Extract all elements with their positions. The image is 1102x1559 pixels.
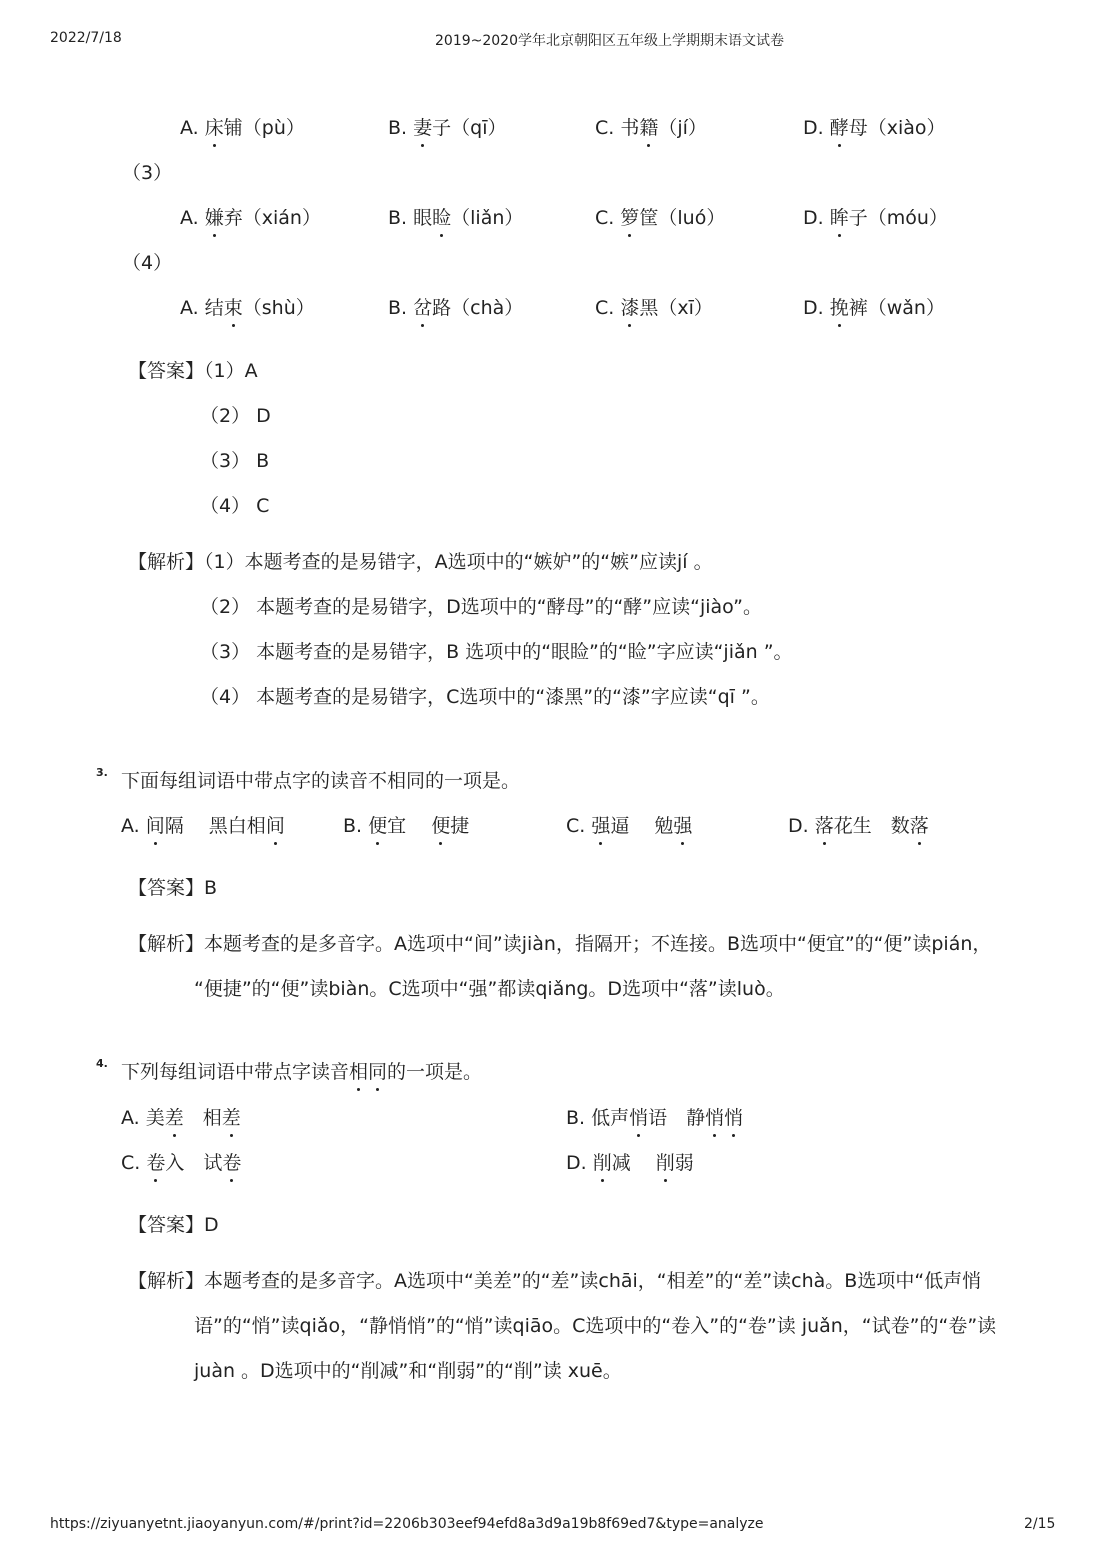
q4-answer [128,1213,219,1237]
q4-analysis [128,1269,981,1293]
q3-answer [128,876,217,900]
analysis-line-2: 语”的“悄”读qiǎo，“静悄悄”的“悄”读qiāo。C选项中的“卷入”的“卷”读 juǎn，“试卷”的“卷”读 [194,1315,997,1337]
option-d: D. 落花生 数落 [788,815,929,837]
q2-analysis [128,550,713,574]
analysis-2: （2） 本题考查的是易错字，D选项中的“酵母”的“酵”应读“jiào”。 [200,596,762,618]
option-a: A. 结束（shù） [180,297,315,319]
analysis-label: 【解析】 [128,1270,205,1292]
analysis-line-2: “便捷”的“便”读biàn。C选项中“强”都读qiǎng。D选项中“落”读luò。 [194,978,785,1000]
option-c: C. 书籍（jí） [595,117,707,139]
analysis-line-1: 本题考查的是多音字。A选项中“美差”的“差”读chāi，“相差”的“差”读chà。B选项中“低声悄 [204,1270,982,1292]
option-b: B. 低声悄语 静悄悄 [566,1107,744,1129]
answer-label: 【答案】 [128,360,205,382]
q4-number: 4. [96,1057,108,1070]
analysis-4: （4） 本题考查的是易错字，C选项中的“漆黑”的“漆”字应读“qī ”。 [200,686,770,708]
analysis-1: （1）本题考查的是易错字，A选项中的“嫉妒”的“嫉”应读jí 。 [204,551,713,573]
answer-4: （4） C [200,495,270,517]
answer-label: 【答案】 [128,1214,205,1236]
option-a: A. 间隔 黑白相间 [121,815,285,837]
answer-label: 【答案】 [128,877,205,899]
page-number: 2/15 [1024,1516,1056,1532]
option-c: C. 强逼 勉强 [566,815,693,837]
document-title: 2019~2020学年北京朝阳区五年级上学期期末语文试卷 [435,33,784,49]
option-b: B. 妻子（qī） [388,117,507,139]
answer-value: B [204,877,218,899]
q3-number: 3. [96,766,108,779]
q2-sub3-label: （3） [122,162,173,184]
analysis-label: 【解析】 [128,551,205,573]
q3-stem: 下面每组词语中带点字的读音不相同的一项是。 [121,770,521,792]
option-d: D. 酵母（xiào） [803,117,946,139]
option-d: D. 眸子（móu） [803,207,948,229]
option-a: A. 美差 相差 [121,1107,241,1129]
analysis-3: （3） 本题考查的是易错字，B 选项中的“眼睑”的“睑”字应读“jiǎn ”。 [200,641,793,663]
q2-answer [128,359,258,383]
option-b: B. 岔路（chà） [388,297,524,319]
option-c: C. 卷入 试卷 [121,1152,242,1174]
q2-sub4-label: （4） [122,252,173,274]
analysis-line-1: 本题考查的是多音字。A选项中“间”读jiàn，指隔开；不连接。B选项中“便宜”的“便”读pián， [204,933,992,955]
option-c: C. 漆黑（xī） [595,297,713,319]
answer-2: （2） D [200,405,271,427]
option-a: A. 床铺（pù） [180,117,305,139]
answer-1: （1）A [204,360,258,382]
analysis-line-3: juàn 。D选项中的“削减”和“削弱”的“削”读 xuē。 [194,1360,622,1382]
option-c: C. 箩筐（luó） [595,207,726,229]
option-b: B. 便宜 便捷 [343,815,470,837]
q3-analysis [128,932,991,956]
option-a: A. 嫌弃（xián） [180,207,321,229]
print-date: 2022/7/18 [50,30,122,46]
answer-value: D [204,1214,219,1236]
option-b: B. 眼睑（liǎn） [388,207,524,229]
analysis-label: 【解析】 [128,933,205,955]
q4-stem: 下列每组词语中带点字读音相同的一项是。 [121,1061,483,1083]
answer-3: （3） B [200,450,270,472]
option-d: D. 挽裤（wǎn） [803,297,945,319]
page-url: https://ziyuanyetnt.jiaoyanyun.com/#/print?id=2206b303eef94efd8a3d9a19b8f69ed7&type=analyze [50,1516,764,1532]
option-d: D. 削减 削弱 [566,1152,694,1174]
